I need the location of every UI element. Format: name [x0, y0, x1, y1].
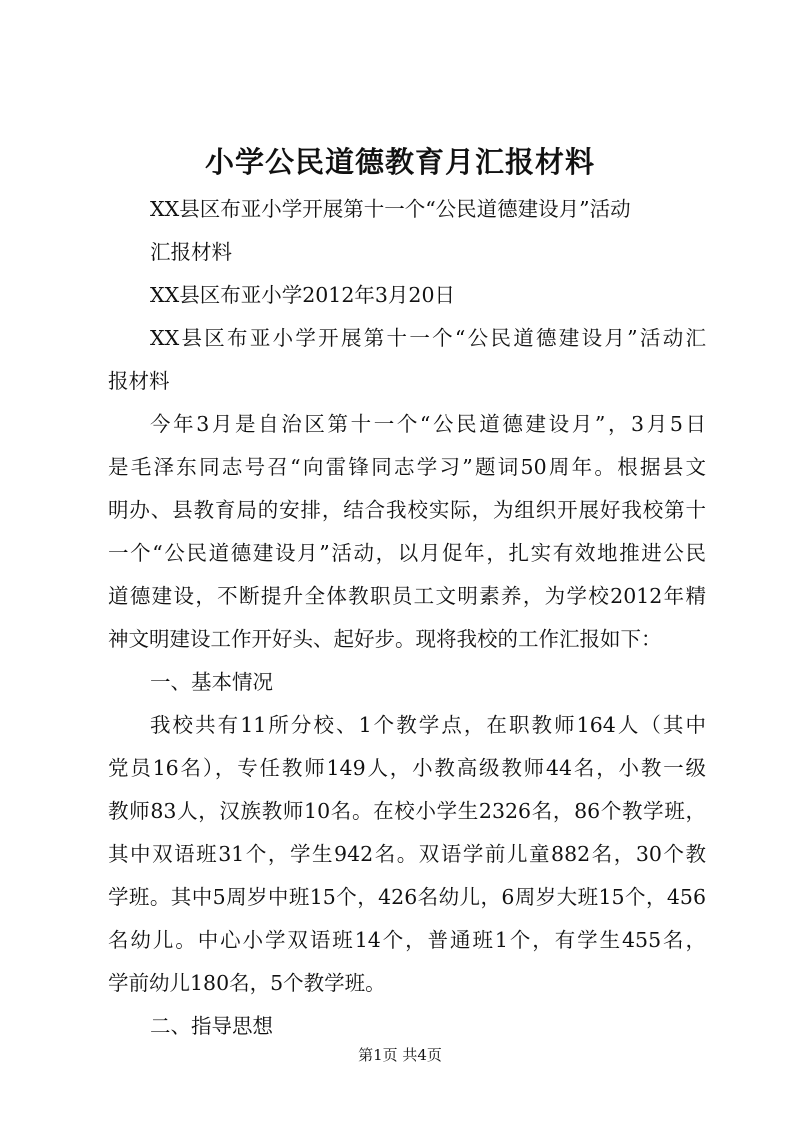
- paragraph-3-line-6: 名幼儿。中心小学双语班14个，普通班1个，有学生455名，: [108, 928, 706, 952]
- paragraph-3-line-7: 学前幼儿180名，5个教学班。: [108, 971, 386, 995]
- page-footer: 第1页 共4页: [358, 1046, 442, 1064]
- paragraph-1-line-2: 报材料: [108, 369, 170, 393]
- paragraph-2-line-6: 神文明建设工作开好头、起好步。现将我校的工作汇报如下：: [108, 627, 662, 651]
- header-line-2: 汇报材料: [150, 240, 232, 264]
- section-1-heading: 一、基本情况: [150, 670, 273, 694]
- paragraph-3-line-3: 教师83人，汉族教师10名。在校小学生2326名，86个教学班，: [108, 799, 706, 823]
- paragraph-3-line-5: 学班。其中5周岁中班15个，426名幼儿，6周岁大班15个，456: [108, 885, 706, 909]
- paragraph-2-line-1: 今年3月是自治区第十一个“公民道德建设月”，3月5日: [150, 412, 706, 436]
- document-title: 小学公民道德教育月汇报材料: [204, 145, 595, 179]
- section-2-heading: 二、指导思想: [150, 1014, 273, 1038]
- document-body: [108, 188, 706, 1048]
- header-line-1: XX县区布亚小学开展第十一个“公民道德建设月”活动: [150, 197, 631, 221]
- header-line-3: XX县区布亚小学2012年3月20日: [150, 283, 455, 307]
- paragraph-2-line-2: 是毛泽东同志号召“向雷锋同志学习”题词50周年。根据县文: [108, 455, 706, 479]
- paragraph-2-line-5: 道德建设，不断提升全体教职员工文明素养，为学校2012年精: [108, 584, 706, 608]
- paragraph-3-line-1: 我校共有11所分校、1个教学点，在职教师164人（其中: [150, 713, 706, 737]
- paragraph-3-line-2: 党员16名），专任教师149人，小教高级教师44名，小教一级: [108, 756, 706, 780]
- paragraph-1-line-1: XX县区布亚小学开展第十一个“公民道德建设月”活动汇: [150, 326, 706, 350]
- paragraph-3-line-4: 其中双语班31个，学生942名。双语学前儿童882名，30个教: [108, 842, 706, 866]
- paragraph-2-line-4: 一个“公民道德建设月”活动，以月促年，扎实有效地推进公民: [108, 541, 706, 565]
- paragraph-2-line-3: 明办、县教育局的安排，结合我校实际，为组织开展好我校第十: [108, 498, 706, 522]
